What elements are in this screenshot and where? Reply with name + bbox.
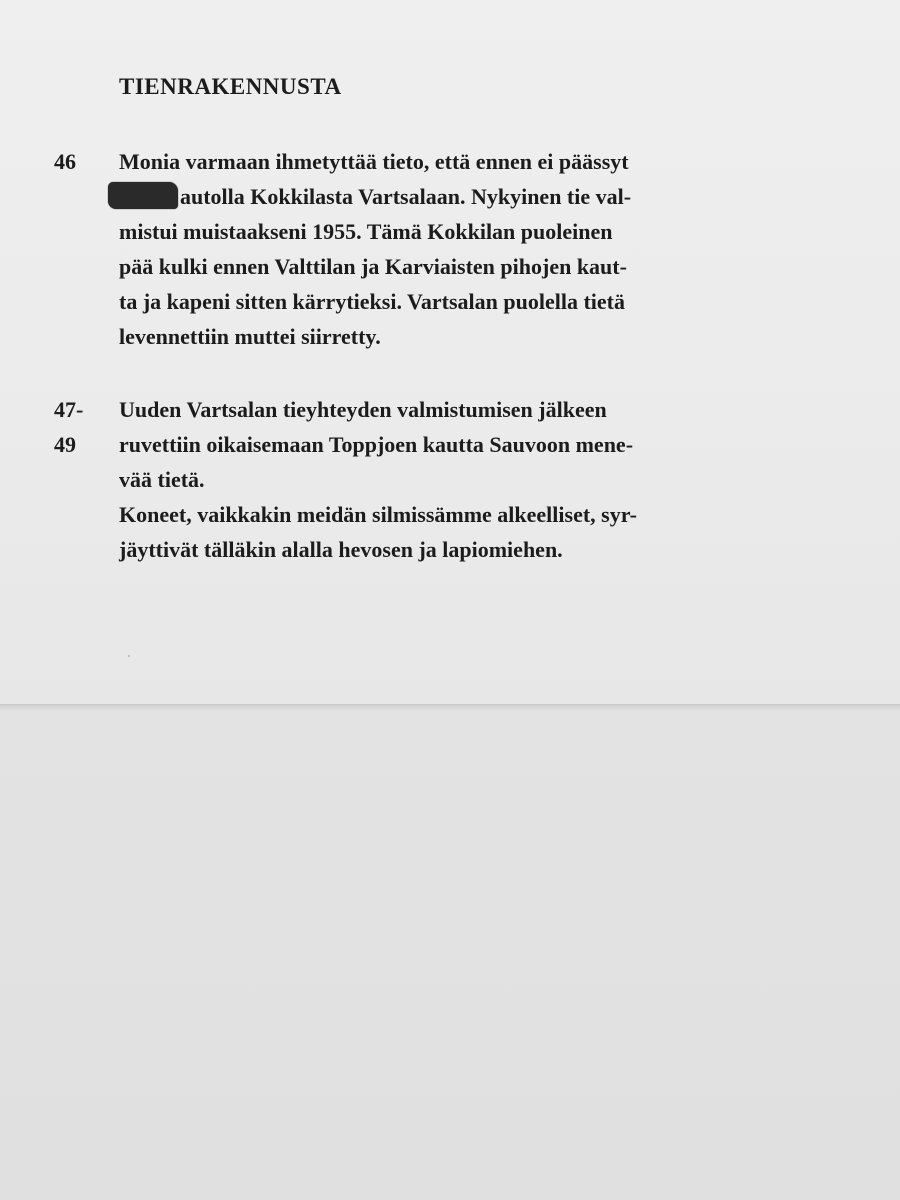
text-line: Monia varmaan ihmetyttää tieto, että ennen ei päässyt [119,149,629,174]
text-line-with-redaction [119,179,631,214]
entry-number-line: 49 [54,432,76,457]
redaction-mark [108,182,178,209]
text-line: vää tietä. [119,467,205,492]
text-line: jäyttivät tälläkin alalla hevosen ja lapiomiehen. [119,537,563,562]
entry-text [119,392,637,567]
bottom-paper-sheet [0,711,900,1200]
text-line: mistui muistaakseni 1955. Tämä Kokkilan puoleinen [119,219,613,244]
entry-number-line: 47- [54,397,84,422]
paper-speck [128,655,130,657]
text-line: Uuden Vartsalan tieyhteyden valmistumisen jälkeen [119,397,607,422]
text-line: pää kulki ennen Valttilan ja Karviaisten pihojen kaut- [119,254,627,279]
text-line: levennettiin muttei siirretty. [119,324,381,349]
paper-sheet-edge [0,704,900,711]
entry-number [54,144,76,179]
entry-number [54,392,83,462]
text-line: Koneet, vaikkakin meidän silmissämme alkeelliset, syr- [119,502,638,527]
entry-text [119,144,631,354]
text-line: ta ja kapeni sitten kärrytieksi. Vartsalan puolella tietä [119,289,626,314]
text-line: ruvettiin oikaisemaan Toppjoen kautta Sauvoon mene- [119,432,634,457]
page-heading: TIENRAKENNUSTA [119,74,342,99]
text-line-content: autolla Kokkilasta Vartsalaan. Nykyinen tie val- [180,184,632,209]
entry-number-line: 46 [54,149,76,174]
